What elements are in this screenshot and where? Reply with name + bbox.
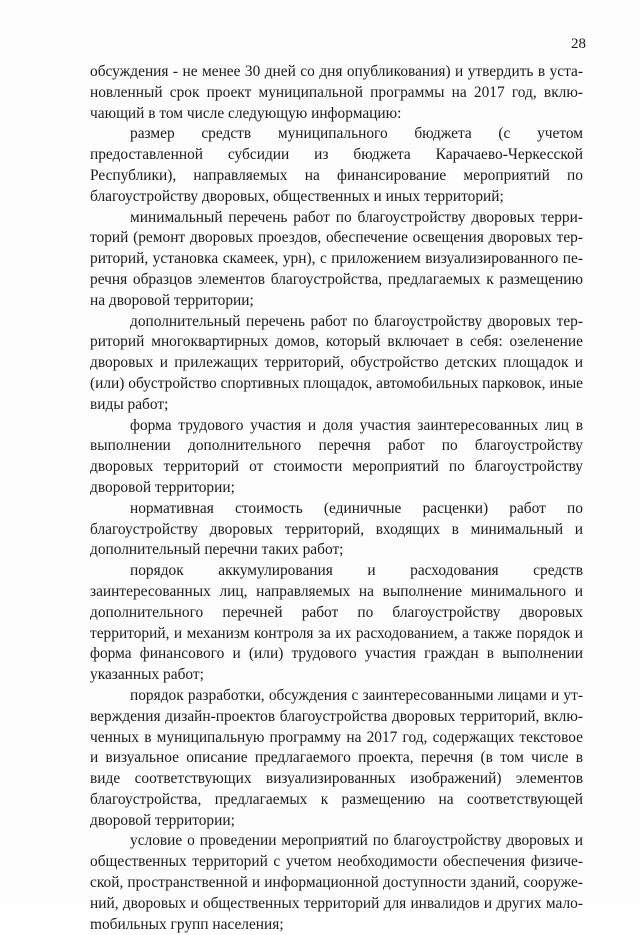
paragraph-design-projects: порядок разработки, обсуждения с заинтересованными лицами и утверждения дизайн-проектов благоустройства дворовых территорий, включенных в муниципальную программу на 2017 год, содержащих текстовое и визуальное описание предлагаемого проекта, перечня (в том числе в виде соответствующих визуализированных изображений) элементов благоустройства, предлагаемых к размещению на соответствующей дворовой территории; bbox=[90, 686, 583, 829]
paragraph-fund-accumulation: порядок аккумулирования и расходования средств заинтересованных лиц, направляемых на выполнение минимального и дополнительного перечней работ по благоустройству дворовых территорий, и механизм контроля за их расходованием, а также порядок и форма финансового и (или) трудового участия граждан в выполнении указанных работ; bbox=[90, 562, 583, 684]
paragraph-continuation: обсуждения - не менее 30 дней со дня опубликования) и утвердить в установленный срок проект муниципальной программы на 2017 год, включающий в том числе следующую информацию: bbox=[90, 63, 583, 122]
paragraph-budget-funds: размер средств муниципального бюджета (с учетом предоставленной субсидии из бюджета Карачаево-Черкесской Республики), направляемых на финансирование мероприятий по благоустройству дворовых, общественных и иных территорий; bbox=[90, 125, 583, 205]
page-number: 28 bbox=[571, 36, 586, 52]
paragraph-minimal-list: минимальный перечень работ по благоустройству дворовых территорий (ремонт дворовых проездов, обеспечение освещения дворовых территорий, установка скамеек, урн), с приложением визуализированного перечня образцов элементов благоустройства, предлагаемых к размещению на дворовой территории; bbox=[90, 208, 583, 309]
document-body bbox=[90, 62, 583, 935]
paragraph-normative-cost: нормативная стоимость (единичные расценки) работ по благоустройству дворовых территорий, входящих в минимальный и дополнительный перечни таких работ; bbox=[90, 499, 583, 559]
paragraph-accessibility: условие о проведении мероприятий по благоустройству дворовых и общественных территорий с учетом необходимости обеспечения физической, пространственной и информационной доступности зданий, сооружений, дворовых и общественных территорий для инвалидов и других малоmобильных групп населения; bbox=[90, 832, 583, 933]
paragraph-labor-participation: форма трудового участия и доля участия заинтересованных лиц в выполнении дополнительного перечня работ по благоустройству дворовых территорий от стоимости мероприятий по благоустройству дворовой территории; bbox=[90, 416, 583, 496]
paragraph-additional-list: дополнительный перечень работ по благоустройству дворовых территорий многоквартирных домов, который включает в себя: озеленение дворовых и прилежащих территорий, обустройство детских площадок и (или) обустройство спортивных площадок, автомобильных парковок, иные виды работ; bbox=[90, 312, 583, 413]
